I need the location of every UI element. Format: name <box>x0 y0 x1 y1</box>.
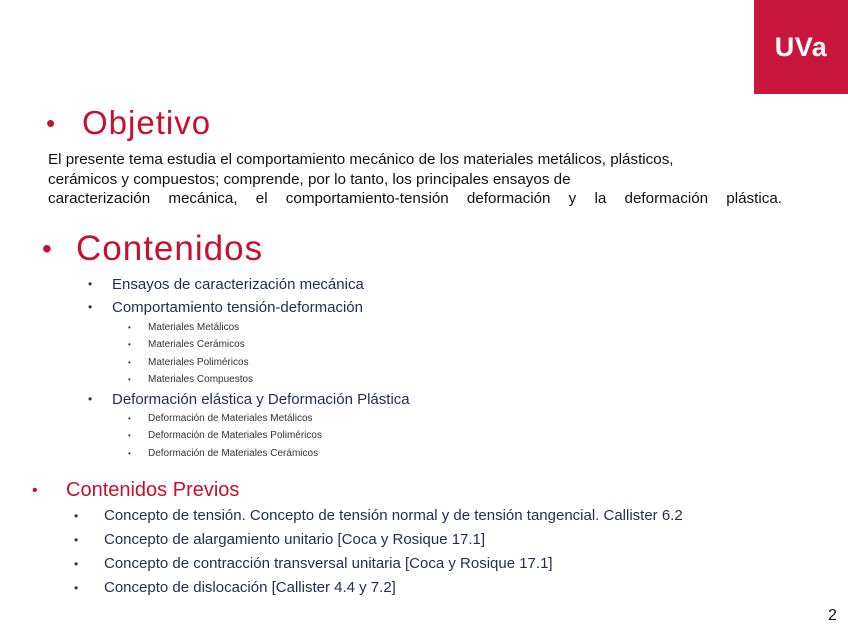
contenidos-previos-heading-text: Contenidos Previos <box>66 479 240 501</box>
list-item: • Concepto de tensión. Concepto de tensión normal y de tensión tangencial. Callister 6.2 <box>74 504 683 528</box>
objetivo-line: cerámicos y compuestos; comprende, por lo tanto, los principales ensayos de <box>48 170 571 188</box>
logo-text: UVa <box>774 31 828 62</box>
bullet-icon: • <box>46 107 57 138</box>
bullet-icon: • <box>32 481 38 499</box>
sub-list-item: • Deformación de Materiales Cerámicos <box>128 445 322 462</box>
sub-list-item: • Deformación de Materiales Metálicos <box>128 410 322 427</box>
list-item: • Ensayos de caracterización mecánica <box>88 273 364 296</box>
contenidos-list-2 <box>88 388 410 411</box>
uva-logo <box>754 0 848 94</box>
page-number: 2 <box>828 607 837 624</box>
sub-list-item: • Materiales Metálicos <box>128 319 253 336</box>
contenidos-heading-text: Contenidos <box>76 229 264 268</box>
objetivo-line: El presente tema estudia el comportamiento mecánico de los materiales metálicos, plásticos, <box>48 151 674 168</box>
sub-list-item: • Deformación de Materiales Poliméricos <box>128 427 322 444</box>
sub-list-item: • Materiales Compuestos <box>128 371 253 388</box>
list-item: • Concepto de contracción transversal unitaria [Coca y Rosique 17.1] <box>74 552 683 576</box>
list-item: • Concepto de dislocación [Callister 4.4 y 7.2] <box>74 576 683 600</box>
previos-list <box>74 504 683 600</box>
sub-list-item: • Materiales Poliméricos <box>128 354 253 371</box>
sub-list-comportamiento <box>128 319 253 388</box>
objetivo-paragraph <box>48 150 788 209</box>
list-item: • Concepto de alargamiento unitario [Coca y Rosique 17.1] <box>74 528 683 552</box>
objetivo-heading-text: Objetivo <box>82 104 212 141</box>
list-item: • Comportamiento tensión-deformación <box>88 296 364 319</box>
list-item: • Deformación elástica y Deformación Plástica <box>88 388 410 411</box>
sub-list-item: • Materiales Cerámicos <box>128 336 253 353</box>
contenidos-previos-heading <box>32 479 239 502</box>
objetivo-line: caracterización mecánica, el comportamiento-tensión deformación y la deformación plástica. <box>48 190 782 207</box>
sub-list-deformacion <box>128 410 322 462</box>
objetivo-heading <box>46 104 211 142</box>
bullet-icon: • <box>42 233 53 264</box>
contenidos-list <box>88 273 364 319</box>
contenidos-heading <box>42 229 263 269</box>
